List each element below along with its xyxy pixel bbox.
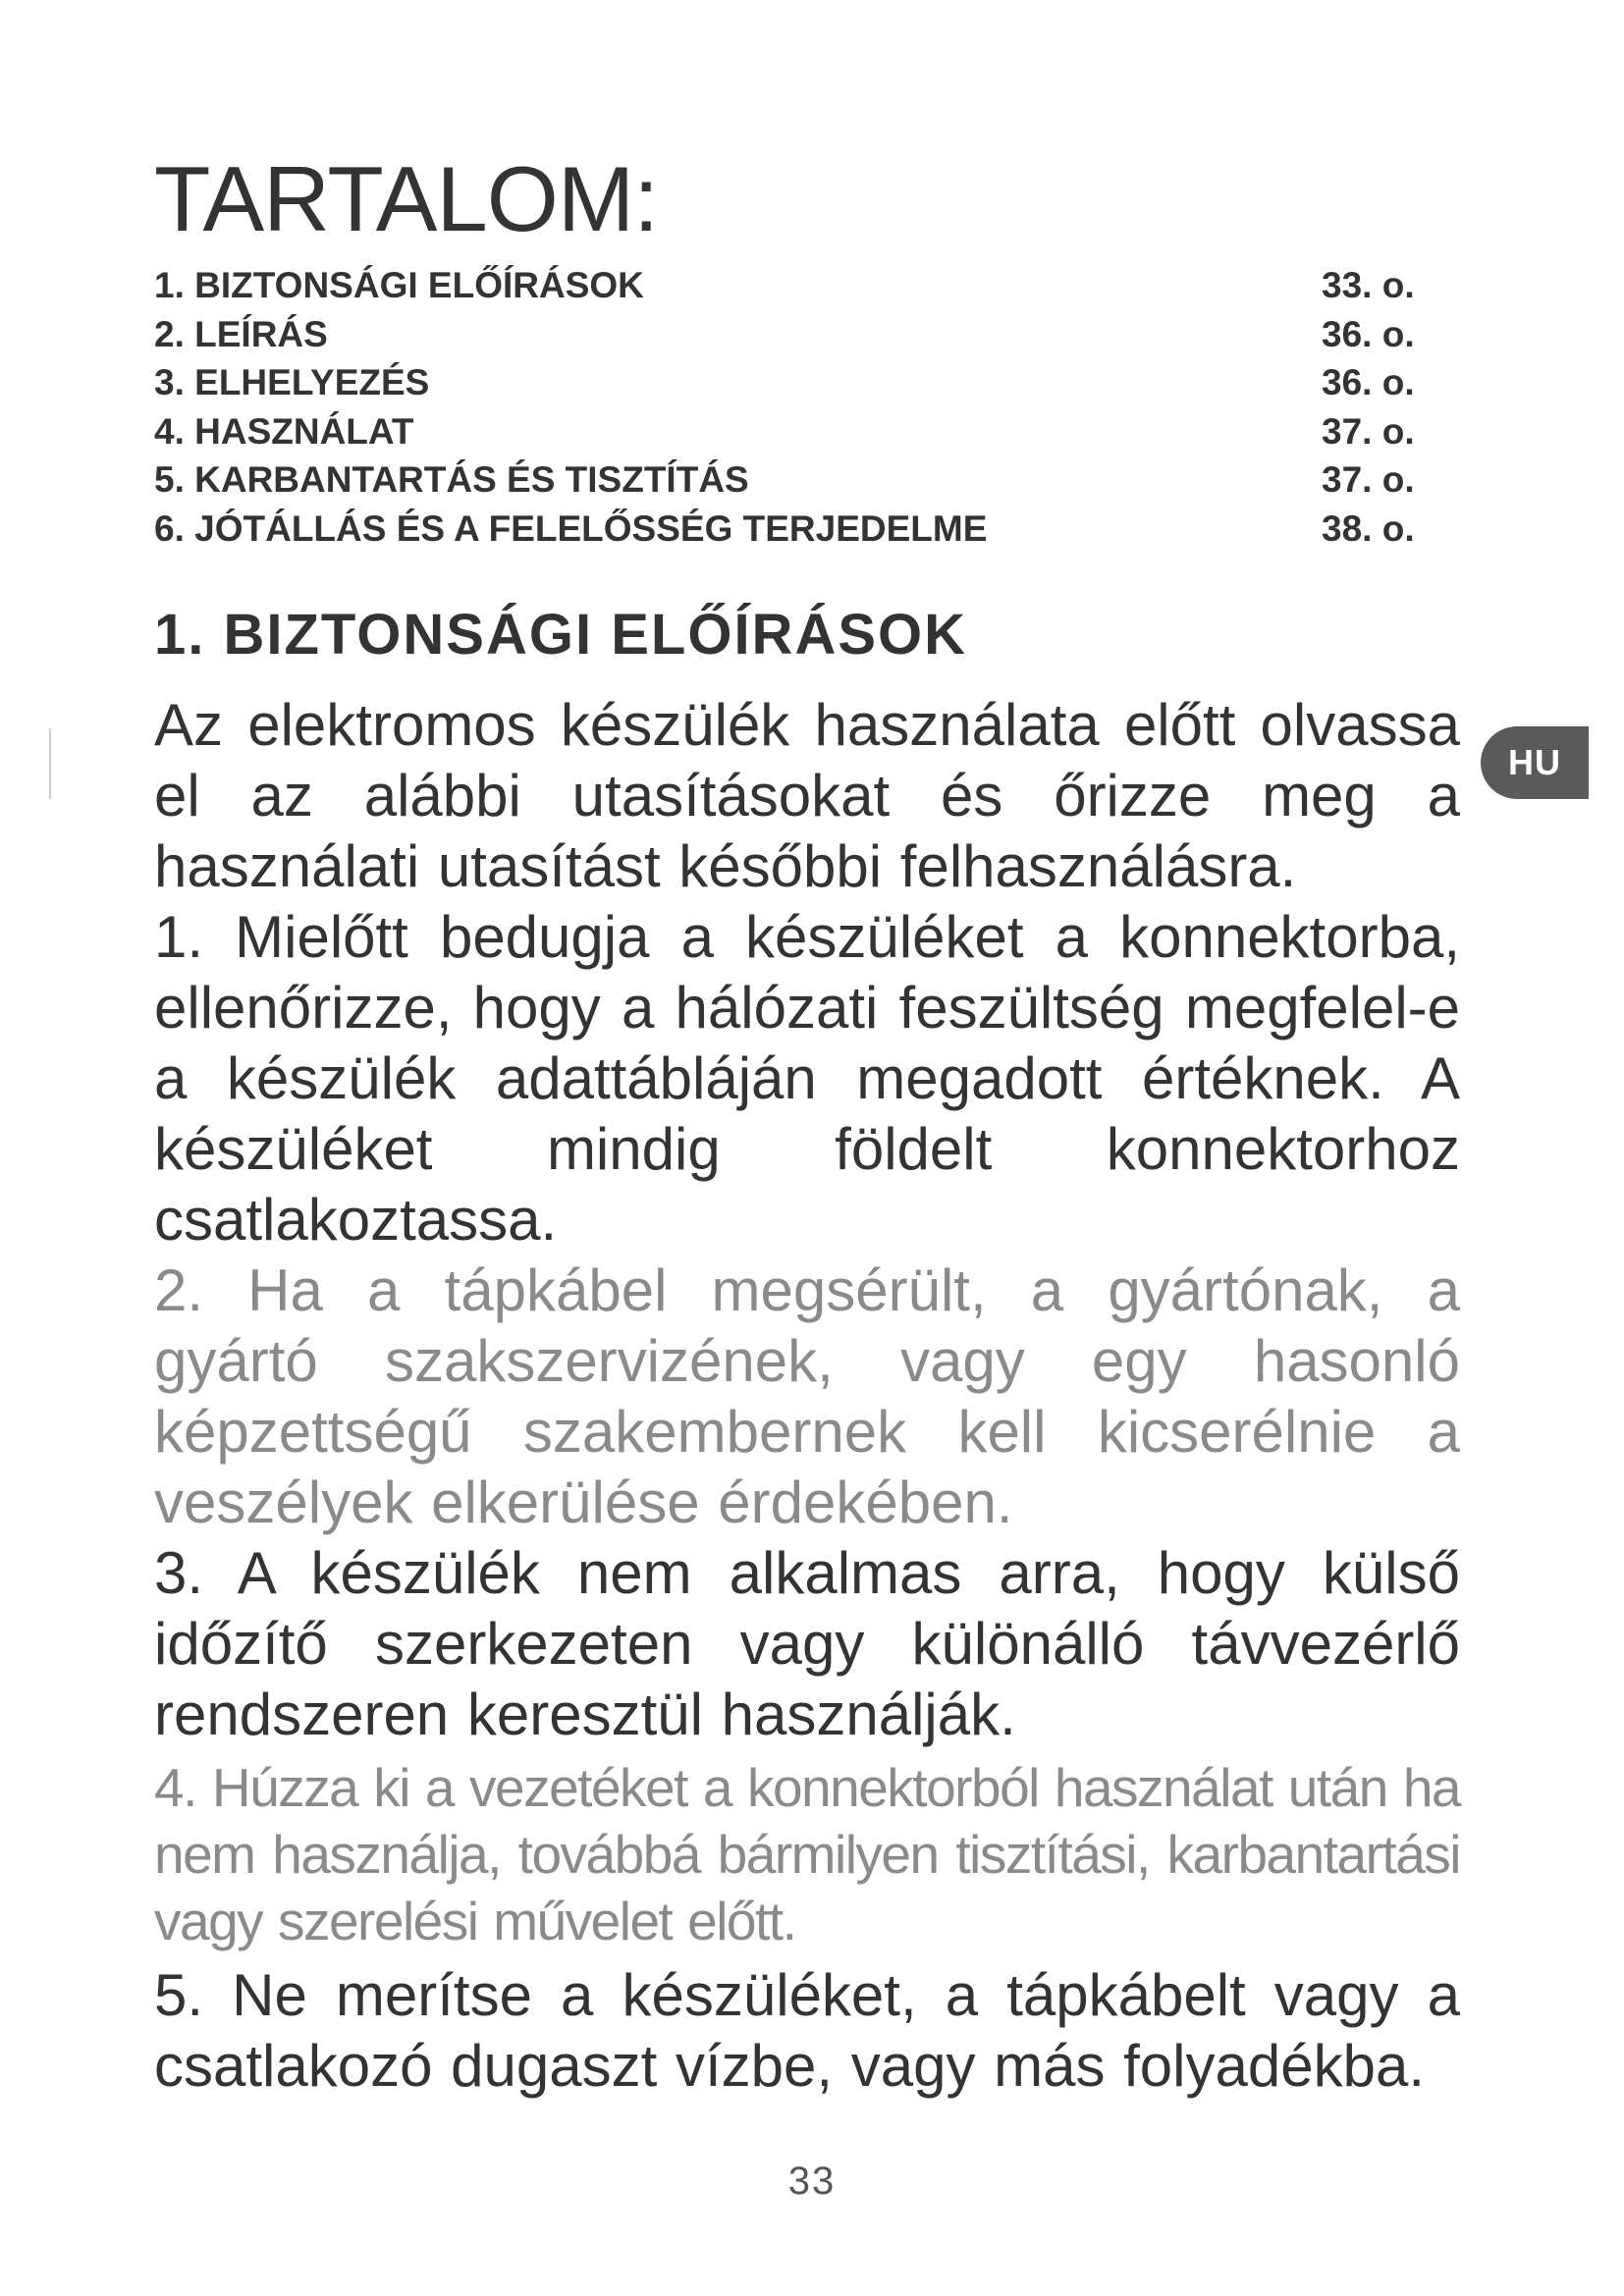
toc-item-page: 36. o. <box>1322 313 1415 354</box>
toc-item-label: 5. KARBANTARTÁS ÉS TISZTÍTÁS <box>154 459 749 500</box>
toc-item-label: 6. JÓTÁLLÁS ÉS A FELELŐSSÉG TERJEDELME <box>154 507 988 549</box>
toc-item <box>154 507 1431 560</box>
toc-item <box>154 461 1431 510</box>
page-number: 33 <box>787 2160 837 2203</box>
toc-item <box>154 410 1431 462</box>
toc-item-label: 2. LEÍRÁS <box>154 313 328 354</box>
margin-rule <box>49 728 51 799</box>
toc-item <box>154 267 1431 316</box>
instruction-item: 3. A készülék nem alkalmas arra, hogy külső időzítő szerkezeten vagy különálló távvezérlő rendszeren keresztül használják. <box>154 1540 1460 1747</box>
toc-item <box>154 313 1431 365</box>
toc-item-page: 37. o. <box>1322 459 1415 500</box>
safety-instructions <box>154 690 1460 2102</box>
toc-item-page: 38. o. <box>1322 507 1415 549</box>
section-heading: 1. BIZTONSÁGI ELŐÍRÁSOK <box>154 603 968 667</box>
toc-item-page: 37. o. <box>1322 410 1415 452</box>
language-tab: HU <box>1481 726 1589 799</box>
instruction-item: 4. Húzza ki a vezetéket a konnektorból használat után ha nem használja, továbbá bármilyen tisztítási, karbantartási vagy szerelési művelet előtt. <box>154 1757 1460 1951</box>
instruction-item: 2. Ha a tápkábel megsérült, a gyártónak, a gyártó szakszervizének, vagy egy hasonló képzettségű szakembernek kell kicserélnie a veszélyek elkerülése érdekében. <box>154 1257 1460 1535</box>
toc-item-page: 36. o. <box>1322 362 1415 402</box>
toc-item-label: 3. ELHELYEZÉS <box>154 362 430 402</box>
instruction-item: 5. Ne merítse a készüléket, a tápkábelt vagy a csatlakozó dugaszt vízbe, vagy más folyadékba. <box>154 1962 1460 2099</box>
instruction-item: 1. Mielőtt bedugja a készüléket a konnektorba, ellenőrizze, hogy a hálózati feszültség megfelel-e a készülék adattábláján megadott értéknek. A készüléket mindig földelt konnektorhoz csatlakoztassa. <box>154 904 1460 1253</box>
toc-item-label: 4. HASZNÁLAT <box>154 410 414 452</box>
toc-item <box>154 364 1431 413</box>
table-of-contents <box>154 267 1431 559</box>
toc-item-label: 1. BIZTONSÁGI ELŐÍRÁSOK <box>154 265 644 305</box>
toc-title: TARTALOM: <box>154 147 659 250</box>
intro-paragraph: Az elektromos készülék használata előtt olvassa el az alábbi utasításokat és őrizze meg a használati utasítást későbbi felhasználásra. <box>154 692 1460 899</box>
toc-item-page: 33. o. <box>1322 265 1415 305</box>
